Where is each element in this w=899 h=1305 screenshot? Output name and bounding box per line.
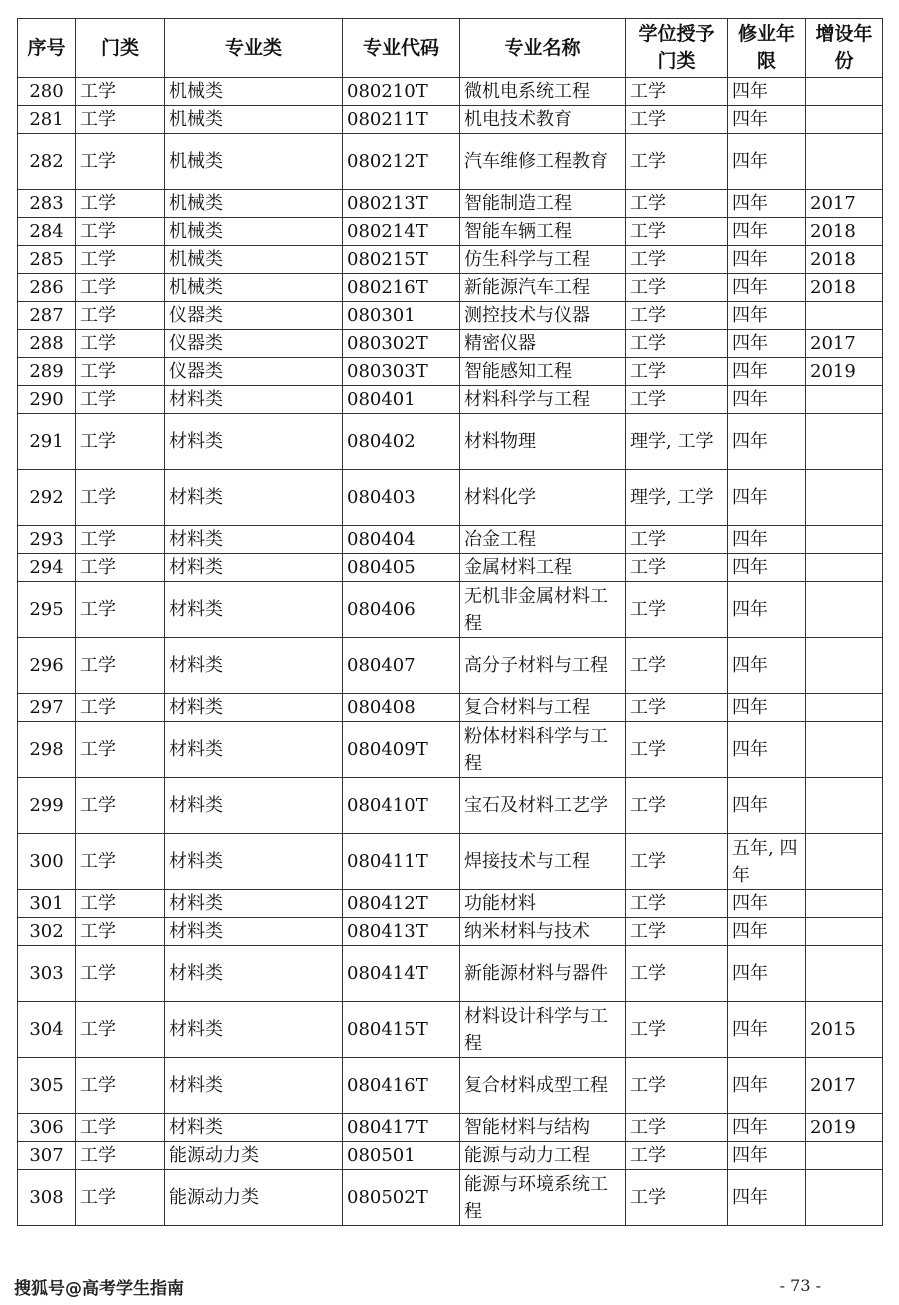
cell-no: 302 (18, 918, 76, 946)
cell-degree: 工学 (626, 106, 728, 134)
cell-name: 新能源汽车工程 (460, 274, 626, 302)
cell-name: 高分子材料与工程 (460, 638, 626, 694)
cell-name: 纳米材料与技术 (460, 918, 626, 946)
cell-name: 功能材料 (460, 890, 626, 918)
cell-degree: 工学 (626, 386, 728, 414)
cell-added (806, 470, 883, 526)
cell-category: 工学 (76, 694, 165, 722)
cell-added (806, 582, 883, 638)
cell-code: 080410T (343, 778, 460, 834)
cell-category: 工学 (76, 302, 165, 330)
cell-name: 智能感知工程 (460, 358, 626, 386)
cell-no: 290 (18, 386, 76, 414)
cell-category: 工学 (76, 106, 165, 134)
cell-class: 材料类 (165, 890, 343, 918)
table-row (18, 582, 883, 638)
header-degree: 学位授予门类 (626, 19, 728, 78)
cell-category: 工学 (76, 246, 165, 274)
table-row (18, 358, 883, 386)
cell-degree: 理学, 工学 (626, 414, 728, 470)
cell-no: 281 (18, 106, 76, 134)
cell-degree: 工学 (626, 134, 728, 190)
cell-added (806, 1142, 883, 1170)
cell-added: 2017 (806, 1058, 883, 1114)
cell-name: 新能源材料与器件 (460, 946, 626, 1002)
cell-degree: 工学 (626, 1002, 728, 1058)
cell-code: 080407 (343, 638, 460, 694)
cell-length: 四年 (728, 134, 806, 190)
cell-added (806, 302, 883, 330)
cell-name: 汽车维修工程教育 (460, 134, 626, 190)
cell-length: 四年 (728, 218, 806, 246)
cell-length: 四年 (728, 274, 806, 302)
cell-length: 四年 (728, 1002, 806, 1058)
cell-name: 复合材料与工程 (460, 694, 626, 722)
cell-class: 材料类 (165, 1002, 343, 1058)
cell-no: 306 (18, 1114, 76, 1142)
cell-class: 材料类 (165, 414, 343, 470)
cell-no: 300 (18, 834, 76, 890)
cell-added (806, 1170, 883, 1226)
cell-class: 材料类 (165, 694, 343, 722)
cell-category: 工学 (76, 414, 165, 470)
cell-no: 288 (18, 330, 76, 358)
cell-category: 工学 (76, 330, 165, 358)
cell-name: 能源与环境系统工程 (460, 1170, 626, 1226)
cell-name: 材料科学与工程 (460, 386, 626, 414)
cell-added (806, 890, 883, 918)
cell-length: 四年 (728, 358, 806, 386)
cell-no: 303 (18, 946, 76, 1002)
cell-added (806, 526, 883, 554)
cell-name: 测控技术与仪器 (460, 302, 626, 330)
cell-code: 080412T (343, 890, 460, 918)
cell-class: 机械类 (165, 78, 343, 106)
cell-code: 080214T (343, 218, 460, 246)
cell-added (806, 834, 883, 890)
cell-no: 289 (18, 358, 76, 386)
table-row (18, 134, 883, 190)
table-row (18, 330, 883, 358)
table-body (18, 78, 883, 1226)
table-row (18, 778, 883, 834)
cell-category: 工学 (76, 918, 165, 946)
cell-degree: 工学 (626, 890, 728, 918)
table-row (18, 834, 883, 890)
cell-length: 四年 (728, 582, 806, 638)
cell-degree: 工学 (626, 694, 728, 722)
cell-class: 材料类 (165, 946, 343, 1002)
cell-class: 能源动力类 (165, 1170, 343, 1226)
cell-degree: 工学 (626, 218, 728, 246)
cell-degree: 工学 (626, 190, 728, 218)
table-row (18, 722, 883, 778)
cell-class: 材料类 (165, 470, 343, 526)
cell-length: 四年 (728, 890, 806, 918)
cell-degree: 工学 (626, 722, 728, 778)
cell-degree: 工学 (626, 778, 728, 834)
table-header-row (18, 19, 883, 78)
cell-name: 冶金工程 (460, 526, 626, 554)
cell-category: 工学 (76, 778, 165, 834)
cell-added (806, 414, 883, 470)
table-row (18, 890, 883, 918)
cell-length: 四年 (728, 554, 806, 582)
cell-length: 四年 (728, 638, 806, 694)
cell-category: 工学 (76, 834, 165, 890)
cell-class: 材料类 (165, 722, 343, 778)
table-row (18, 274, 883, 302)
table-row (18, 694, 883, 722)
cell-degree: 工学 (626, 274, 728, 302)
cell-length: 四年 (728, 1170, 806, 1226)
cell-degree: 工学 (626, 1142, 728, 1170)
table-row (18, 414, 883, 470)
cell-no: 284 (18, 218, 76, 246)
cell-code: 080210T (343, 78, 460, 106)
cell-class: 材料类 (165, 1114, 343, 1142)
cell-name: 微机电系统工程 (460, 78, 626, 106)
cell-class: 材料类 (165, 554, 343, 582)
cell-name: 金属材料工程 (460, 554, 626, 582)
cell-added: 2018 (806, 274, 883, 302)
cell-added (806, 134, 883, 190)
cell-added (806, 106, 883, 134)
cell-class: 材料类 (165, 1058, 343, 1114)
cell-name: 智能材料与结构 (460, 1114, 626, 1142)
table-row (18, 302, 883, 330)
page-number: - 73 - (779, 1276, 821, 1295)
cell-added (806, 722, 883, 778)
cell-name: 智能制造工程 (460, 190, 626, 218)
cell-code: 080408 (343, 694, 460, 722)
cell-category: 工学 (76, 554, 165, 582)
cell-added (806, 918, 883, 946)
cell-length: 五年, 四年 (728, 834, 806, 890)
cell-length: 四年 (728, 946, 806, 1002)
header-added: 增设年份 (806, 19, 883, 78)
cell-no: 280 (18, 78, 76, 106)
header-no: 序号 (18, 19, 76, 78)
cell-no: 297 (18, 694, 76, 722)
cell-length: 四年 (728, 778, 806, 834)
cell-length: 四年 (728, 78, 806, 106)
cell-no: 292 (18, 470, 76, 526)
cell-no: 305 (18, 1058, 76, 1114)
cell-category: 工学 (76, 1058, 165, 1114)
cell-class: 机械类 (165, 106, 343, 134)
cell-code: 080212T (343, 134, 460, 190)
cell-category: 工学 (76, 526, 165, 554)
cell-added: 2019 (806, 358, 883, 386)
cell-name: 精密仪器 (460, 330, 626, 358)
table-row (18, 386, 883, 414)
cell-category: 工学 (76, 190, 165, 218)
cell-class: 材料类 (165, 526, 343, 554)
cell-code: 080211T (343, 106, 460, 134)
cell-class: 机械类 (165, 246, 343, 274)
cell-name: 仿生科学与工程 (460, 246, 626, 274)
header-category: 门类 (76, 19, 165, 78)
cell-no: 285 (18, 246, 76, 274)
cell-added: 2015 (806, 1002, 883, 1058)
cell-code: 080409T (343, 722, 460, 778)
table-row (18, 1002, 883, 1058)
cell-category: 工学 (76, 358, 165, 386)
header-code: 专业代码 (343, 19, 460, 78)
cell-degree: 工学 (626, 78, 728, 106)
cell-category: 工学 (76, 386, 165, 414)
cell-code: 080414T (343, 946, 460, 1002)
cell-code: 080302T (343, 330, 460, 358)
cell-added: 2018 (806, 218, 883, 246)
cell-class: 材料类 (165, 834, 343, 890)
cell-class: 材料类 (165, 582, 343, 638)
cell-degree: 工学 (626, 1058, 728, 1114)
cell-length: 四年 (728, 302, 806, 330)
cell-class: 仪器类 (165, 358, 343, 386)
cell-degree: 工学 (626, 918, 728, 946)
cell-class: 机械类 (165, 274, 343, 302)
cell-degree: 工学 (626, 1170, 728, 1226)
table-row (18, 470, 883, 526)
table-row (18, 218, 883, 246)
cell-no: 294 (18, 554, 76, 582)
cell-no: 287 (18, 302, 76, 330)
cell-class: 机械类 (165, 190, 343, 218)
cell-class: 能源动力类 (165, 1142, 343, 1170)
cell-added (806, 778, 883, 834)
cell-code: 080416T (343, 1058, 460, 1114)
cell-name: 焊接技术与工程 (460, 834, 626, 890)
cell-code: 080415T (343, 1002, 460, 1058)
cell-length: 四年 (728, 386, 806, 414)
cell-category: 工学 (76, 946, 165, 1002)
cell-category: 工学 (76, 134, 165, 190)
cell-added: 2019 (806, 1114, 883, 1142)
cell-name: 无机非金属材料工程 (460, 582, 626, 638)
table-row (18, 1142, 883, 1170)
table-row (18, 106, 883, 134)
cell-class: 仪器类 (165, 302, 343, 330)
cell-class: 仪器类 (165, 330, 343, 358)
cell-name: 粉体材料科学与工程 (460, 722, 626, 778)
cell-no: 299 (18, 778, 76, 834)
cell-added (806, 694, 883, 722)
cell-category: 工学 (76, 470, 165, 526)
cell-added: 2017 (806, 330, 883, 358)
cell-no: 301 (18, 890, 76, 918)
cell-degree: 工学 (626, 302, 728, 330)
table-row (18, 946, 883, 1002)
table-row (18, 554, 883, 582)
table-row (18, 1058, 883, 1114)
cell-degree: 工学 (626, 582, 728, 638)
cell-name: 材料设计科学与工程 (460, 1002, 626, 1058)
cell-length: 四年 (728, 1058, 806, 1114)
cell-degree: 工学 (626, 638, 728, 694)
cell-no: 296 (18, 638, 76, 694)
cell-degree: 工学 (626, 834, 728, 890)
watermark-text: 搜狐号@高考学生指南 (14, 1279, 184, 1299)
cell-code: 080303T (343, 358, 460, 386)
cell-category: 工学 (76, 1142, 165, 1170)
cell-code: 080411T (343, 834, 460, 890)
cell-code: 080417T (343, 1114, 460, 1142)
cell-name: 机电技术教育 (460, 106, 626, 134)
cell-code: 080405 (343, 554, 460, 582)
cell-added (806, 386, 883, 414)
cell-degree: 工学 (626, 1114, 728, 1142)
cell-category: 工学 (76, 218, 165, 246)
cell-code: 080502T (343, 1170, 460, 1226)
cell-length: 四年 (728, 470, 806, 526)
cell-category: 工学 (76, 1002, 165, 1058)
cell-category: 工学 (76, 638, 165, 694)
cell-length: 四年 (728, 414, 806, 470)
cell-name: 材料化学 (460, 470, 626, 526)
cell-code: 080215T (343, 246, 460, 274)
cell-code: 080402 (343, 414, 460, 470)
cell-category: 工学 (76, 722, 165, 778)
cell-length: 四年 (728, 1142, 806, 1170)
header-class: 专业类 (165, 19, 343, 78)
cell-code: 080406 (343, 582, 460, 638)
cell-code: 080216T (343, 274, 460, 302)
majors-table (17, 18, 883, 1226)
cell-category: 工学 (76, 1170, 165, 1226)
table-row (18, 78, 883, 106)
cell-length: 四年 (728, 722, 806, 778)
cell-category: 工学 (76, 890, 165, 918)
cell-no: 307 (18, 1142, 76, 1170)
cell-code: 080403 (343, 470, 460, 526)
header-name: 专业名称 (460, 19, 626, 78)
cell-added (806, 946, 883, 1002)
cell-degree: 工学 (626, 246, 728, 274)
cell-name: 材料物理 (460, 414, 626, 470)
cell-length: 四年 (728, 190, 806, 218)
cell-no: 286 (18, 274, 76, 302)
cell-name: 能源与动力工程 (460, 1142, 626, 1170)
table-row (18, 190, 883, 218)
cell-class: 机械类 (165, 218, 343, 246)
cell-degree: 工学 (626, 330, 728, 358)
cell-degree: 工学 (626, 358, 728, 386)
cell-length: 四年 (728, 330, 806, 358)
table-row (18, 1114, 883, 1142)
table-row (18, 246, 883, 274)
cell-name: 智能车辆工程 (460, 218, 626, 246)
cell-length: 四年 (728, 106, 806, 134)
cell-code: 080404 (343, 526, 460, 554)
table-row (18, 918, 883, 946)
cell-class: 材料类 (165, 918, 343, 946)
cell-degree: 工学 (626, 526, 728, 554)
cell-class: 材料类 (165, 638, 343, 694)
cell-added (806, 638, 883, 694)
cell-category: 工学 (76, 78, 165, 106)
cell-code: 080501 (343, 1142, 460, 1170)
cell-no: 298 (18, 722, 76, 778)
cell-length: 四年 (728, 526, 806, 554)
cell-category: 工学 (76, 1114, 165, 1142)
cell-code: 080301 (343, 302, 460, 330)
cell-code: 080401 (343, 386, 460, 414)
cell-name: 复合材料成型工程 (460, 1058, 626, 1114)
cell-class: 材料类 (165, 778, 343, 834)
cell-category: 工学 (76, 274, 165, 302)
cell-added (806, 554, 883, 582)
cell-length: 四年 (728, 1114, 806, 1142)
cell-degree: 理学, 工学 (626, 470, 728, 526)
cell-added: 2017 (806, 190, 883, 218)
header-length: 修业年限 (728, 19, 806, 78)
cell-no: 308 (18, 1170, 76, 1226)
cell-no: 304 (18, 1002, 76, 1058)
cell-no: 295 (18, 582, 76, 638)
cell-length: 四年 (728, 246, 806, 274)
cell-length: 四年 (728, 918, 806, 946)
cell-no: 282 (18, 134, 76, 190)
table-row (18, 638, 883, 694)
cell-no: 291 (18, 414, 76, 470)
cell-class: 材料类 (165, 386, 343, 414)
cell-added (806, 78, 883, 106)
cell-added: 2018 (806, 246, 883, 274)
cell-degree: 工学 (626, 946, 728, 1002)
cell-code: 080413T (343, 918, 460, 946)
cell-code: 080213T (343, 190, 460, 218)
cell-class: 机械类 (165, 134, 343, 190)
table-row (18, 1170, 883, 1226)
cell-length: 四年 (728, 694, 806, 722)
table-row (18, 526, 883, 554)
cell-name: 宝石及材料工艺学 (460, 778, 626, 834)
cell-no: 293 (18, 526, 76, 554)
cell-category: 工学 (76, 582, 165, 638)
cell-degree: 工学 (626, 554, 728, 582)
cell-no: 283 (18, 190, 76, 218)
